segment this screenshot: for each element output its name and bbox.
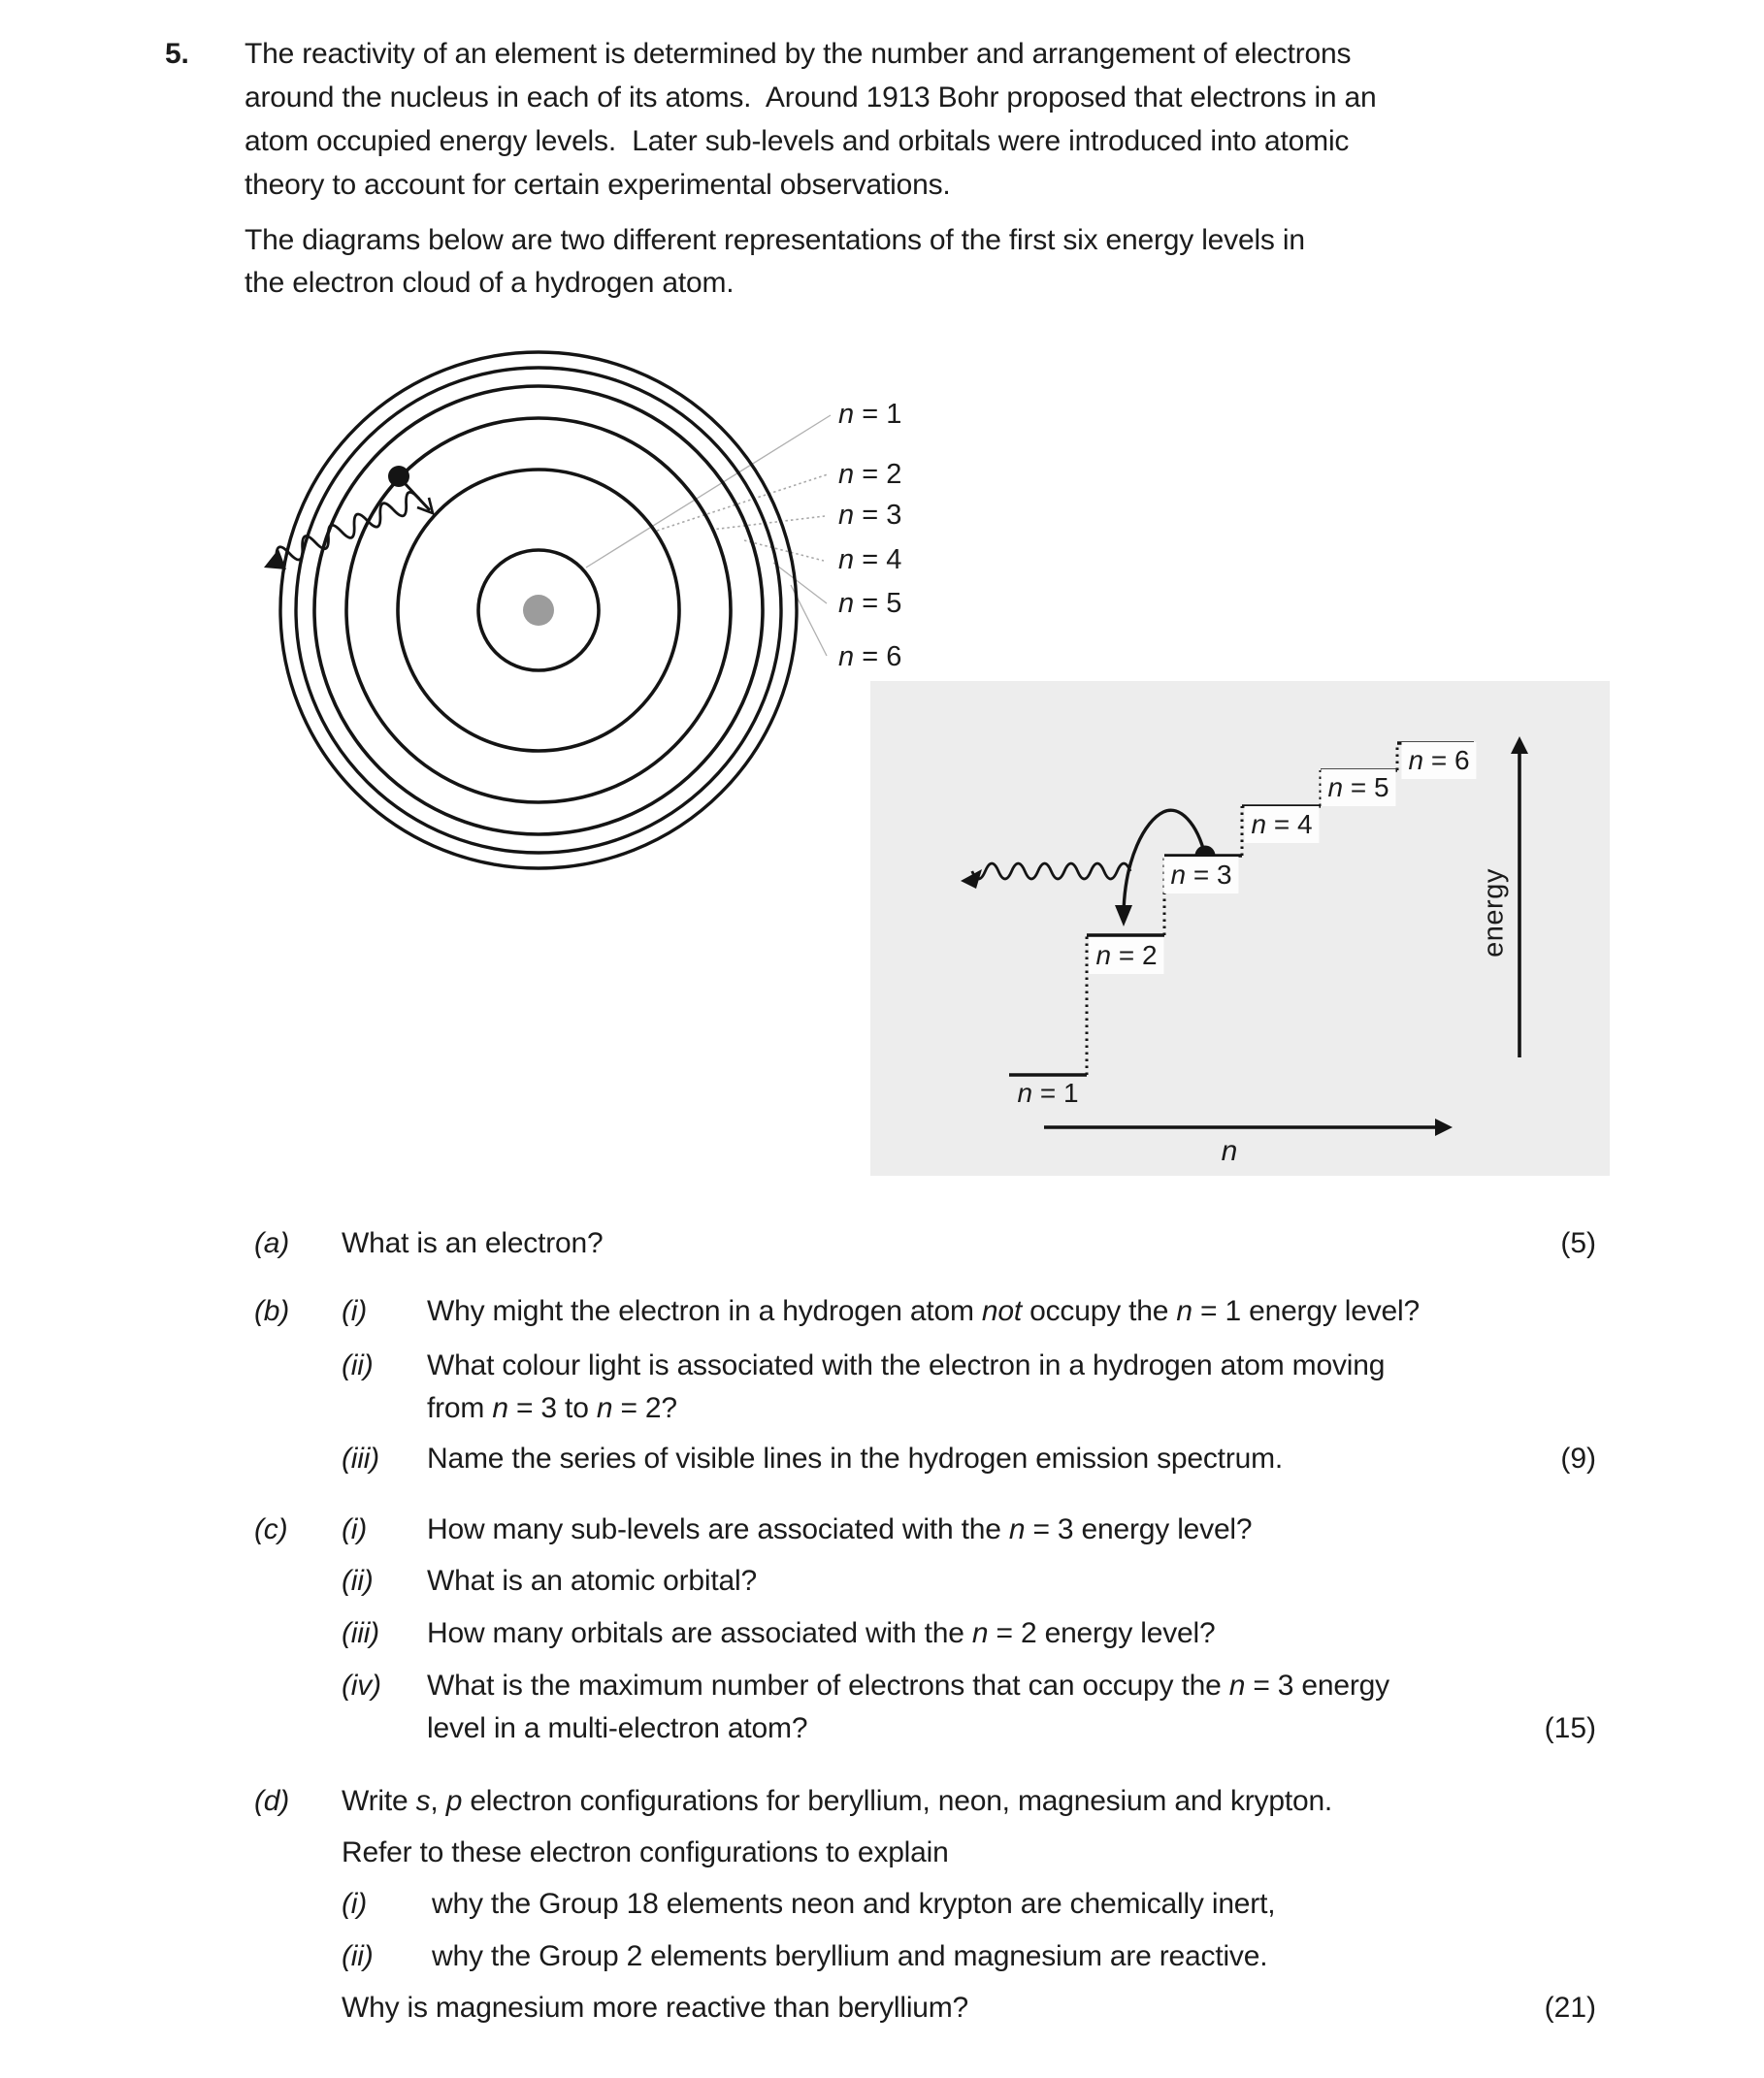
question-b-ii-marker: (ii) bbox=[342, 1349, 374, 1381]
question-b-i-marker: (i) bbox=[342, 1295, 368, 1327]
question-b-ii-text: from n = 3 to n = 2? bbox=[427, 1392, 677, 1424]
question-b-iii-marker: (iii) bbox=[342, 1443, 379, 1475]
bohr-label-n3: n = 3 bbox=[838, 500, 902, 531]
question-d-text: Why is magnesium more reactive than beryllium? bbox=[342, 1992, 969, 2024]
question-c-iv-marker: (iv) bbox=[342, 1670, 381, 1702]
marks-b: (9) bbox=[1560, 1443, 1596, 1475]
stair-label-n2: n = 2 bbox=[1089, 937, 1163, 974]
question-c-iv-text: level in a multi-electron atom? bbox=[427, 1712, 808, 1744]
question-d-text: Write s, p electron configurations for beryllium, neon, magnesium and krypton. bbox=[342, 1785, 1333, 1817]
question-c-iv-text: What is the maximum number of electrons that can occupy the n = 3 energy bbox=[427, 1670, 1389, 1702]
question-c-iii-text: How many orbitals are associated with the n = 2 energy level? bbox=[427, 1617, 1216, 1649]
stair-label-n6: n = 6 bbox=[1401, 742, 1476, 779]
question-number: 5. bbox=[165, 38, 189, 70]
question-c-marker: (c) bbox=[254, 1513, 288, 1545]
photon-wave bbox=[961, 863, 1130, 889]
energy-axis-label: energy bbox=[1478, 868, 1510, 958]
bohr-label-n2: n = 2 bbox=[838, 459, 902, 490]
stair-label-n3: n = 3 bbox=[1163, 857, 1238, 893]
energy-axis bbox=[1511, 736, 1528, 1057]
question-c-ii-text: What is an atomic orbital? bbox=[427, 1565, 757, 1597]
question-c-iii-marker: (iii) bbox=[342, 1617, 379, 1649]
intro-line: The reactivity of an element is determined by the number and arrangement of electrons bbox=[245, 38, 1352, 70]
marks-c: (15) bbox=[1544, 1712, 1596, 1744]
question-a-text: What is an electron? bbox=[342, 1227, 604, 1259]
stair-label-n4: n = 4 bbox=[1244, 806, 1319, 843]
question-a-marker: (a) bbox=[254, 1227, 290, 1259]
photon-arrowhead bbox=[264, 549, 286, 569]
intro-line: around the nucleus in each of its atoms. Around 1913 Bohr proposed that electrons in an bbox=[245, 81, 1377, 114]
intro-line: The diagrams below are two different representations of the first six energy levels in bbox=[245, 224, 1305, 256]
bohr-label-n6: n = 6 bbox=[838, 641, 902, 672]
bohr-label-n5: n = 5 bbox=[838, 588, 902, 619]
question-c-ii-marker: (ii) bbox=[342, 1565, 374, 1597]
stair-label-n1: n = 1 bbox=[1017, 1078, 1079, 1108]
question-d-i-marker: (i) bbox=[342, 1888, 368, 1920]
intro-line: the electron cloud of a hydrogen atom. bbox=[245, 267, 735, 299]
question-d-text: Refer to these electron configurations to explain bbox=[342, 1836, 949, 1868]
question-c-i-marker: (i) bbox=[342, 1513, 368, 1545]
bohr-label-n1: n = 1 bbox=[838, 399, 902, 430]
question-c-i-text: How many sub-levels are associated with the n = 3 energy level? bbox=[427, 1513, 1253, 1545]
marks-a: (5) bbox=[1560, 1227, 1596, 1259]
intro-line: theory to account for certain experimental observations. bbox=[245, 169, 951, 201]
question-d-ii-marker: (ii) bbox=[342, 1940, 374, 1972]
question-d-ii-text: why the Group 2 elements beryllium and magnesium are reactive. bbox=[432, 1940, 1268, 1972]
question-b-i-text: Why might the electron in a hydrogen atom not occupy the n = 1 energy level? bbox=[427, 1295, 1420, 1327]
question-b-marker: (b) bbox=[254, 1295, 290, 1327]
energy-staircase-diagram bbox=[870, 681, 1610, 1176]
n-axis bbox=[1044, 1119, 1453, 1136]
intro-line: atom occupied energy levels. Later sub-levels and orbitals were introduced into atomic bbox=[245, 125, 1350, 157]
bohr-label-n4: n = 4 bbox=[838, 544, 902, 575]
question-d-marker: (d) bbox=[254, 1785, 290, 1817]
question-b-ii-text: What colour light is associated with the electron in a hydrogen atom moving bbox=[427, 1349, 1386, 1381]
question-d-i-text: why the Group 18 elements neon and krypton are chemically inert, bbox=[432, 1888, 1276, 1920]
nucleus bbox=[523, 595, 554, 626]
n-axis-label: n bbox=[1221, 1135, 1238, 1167]
stair-label-n5: n = 5 bbox=[1321, 769, 1395, 806]
question-b-iii-text: Name the series of visible lines in the hydrogen emission spectrum. bbox=[427, 1443, 1284, 1475]
marks-d: (21) bbox=[1544, 1992, 1596, 2024]
